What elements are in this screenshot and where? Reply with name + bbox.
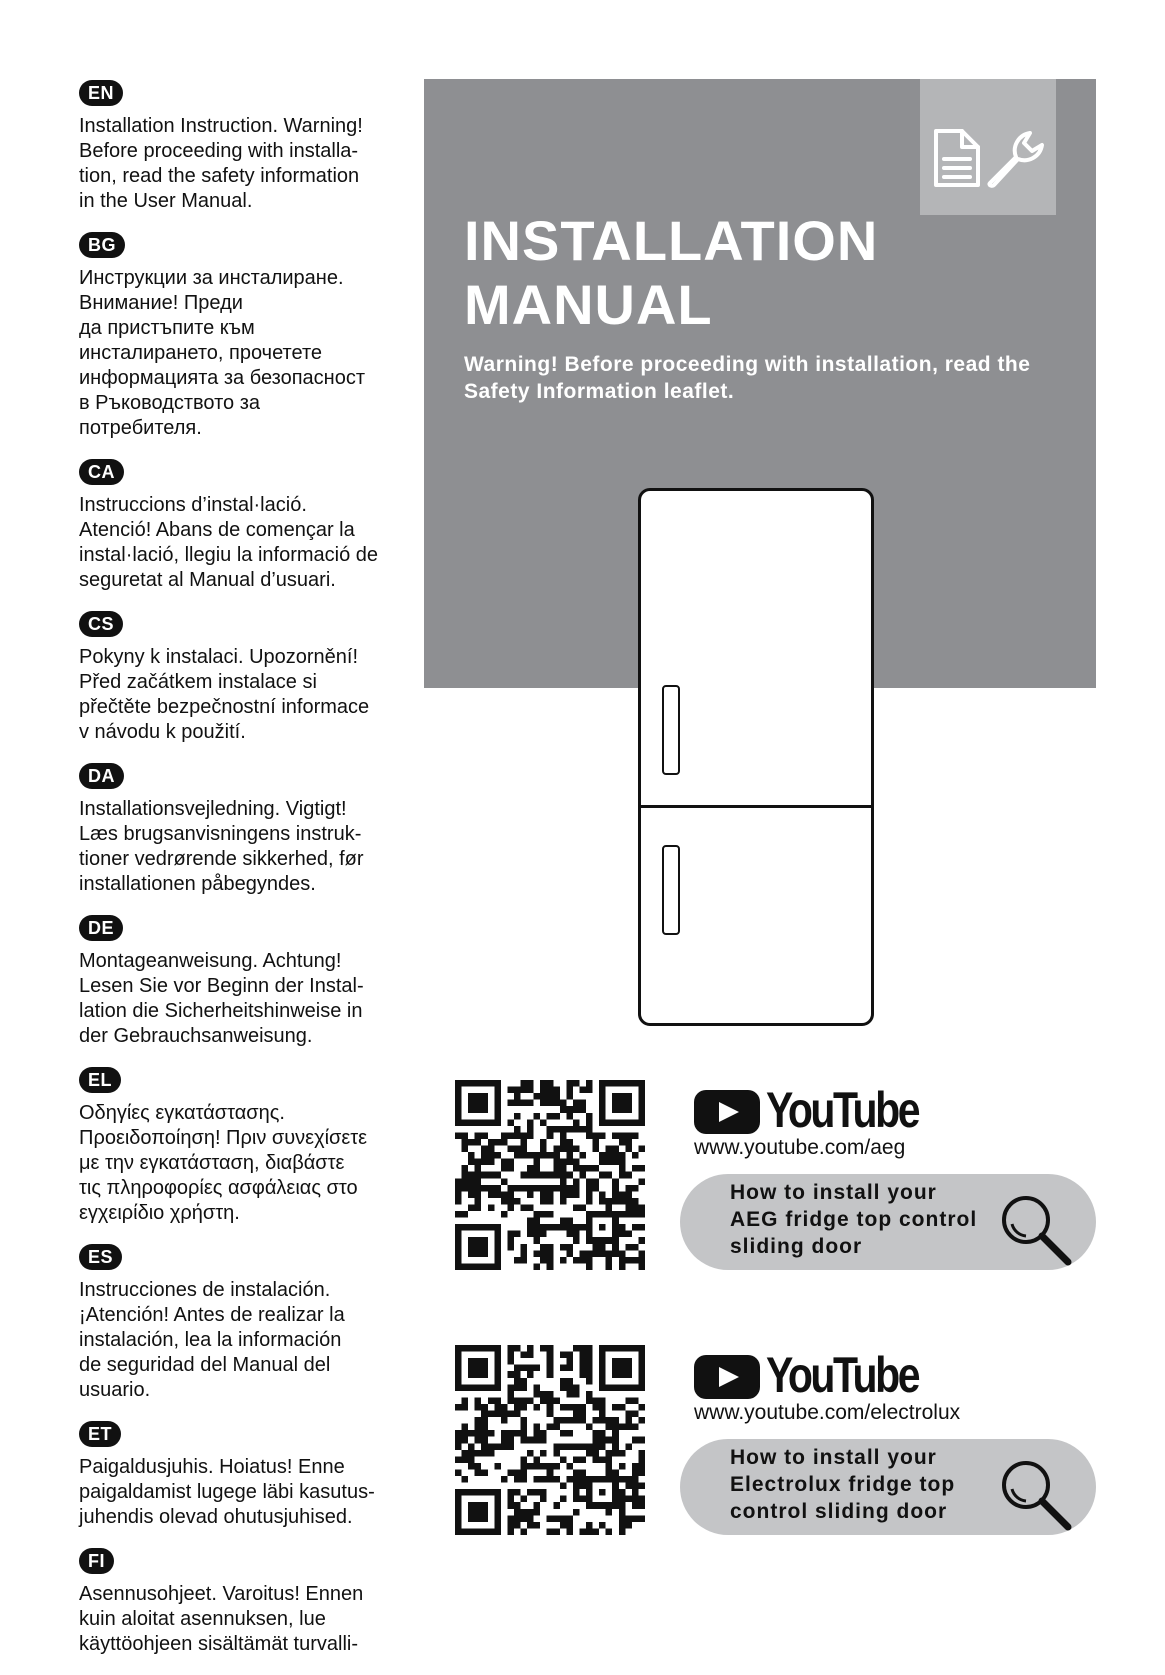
document-wrench-icon bbox=[932, 127, 1048, 189]
qr-code-aeg[interactable] bbox=[455, 1080, 645, 1270]
video-search-pill[interactable] bbox=[680, 1439, 1096, 1535]
lang-block-el bbox=[79, 1067, 409, 1226]
lang-block-de bbox=[79, 915, 409, 1049]
fridge-bottom-handle bbox=[662, 845, 680, 935]
lang-block-bg bbox=[79, 232, 409, 441]
lang-block-es bbox=[79, 1244, 409, 1403]
qr-code-electrolux[interactable] bbox=[455, 1345, 645, 1535]
lang-block-cs bbox=[79, 611, 409, 745]
lang-text: Инструкции за инсталиране. Внимание! Преди да пристъпите към инсталирането, прочетете информацията за безопасност в Ръководството за потребителя. bbox=[79, 267, 365, 439]
fridge-illustration bbox=[638, 488, 874, 1026]
lang-badge: EL bbox=[79, 1067, 121, 1093]
lang-badge: DA bbox=[79, 763, 124, 789]
lang-text: Οδηγίες εγκατάστασης. Προειδοποίηση! Πριν συνεχίσετε με την εγκατάσταση, διαβάστε τις πληροφορίες ασφάλειας στο εγχειρίδιο χρήστη. bbox=[79, 1102, 368, 1224]
lang-badge: ES bbox=[79, 1244, 122, 1270]
video-search-text: How to install your Electrolux fridge top control sliding door bbox=[730, 1446, 956, 1523]
lang-block-da bbox=[79, 763, 409, 897]
lang-text: Paigaldusjuhis. Hoiatus! Enne paigaldamist lugege läbi kasutus- juhendis olevad ohutusjuhised. bbox=[79, 1456, 375, 1528]
lang-badge: ET bbox=[79, 1421, 121, 1447]
language-instructions bbox=[79, 80, 409, 1675]
lang-text: Asennusohjeet. Varoitus! Ennen kuin aloitat asennuksen, lue käyttöohjeen sisältämät turvalli- bbox=[79, 1583, 364, 1655]
manual-warning: Warning! Before proceeding with installation, read the Safety Information leaflet. bbox=[464, 353, 1031, 403]
lang-text: Montageanweisung. Achtung! Lesen Sie vor Beginn der Instal- lation die Sicherheitshinweise in der Gebrauchsanweisung. bbox=[79, 950, 364, 1047]
lang-badge: CS bbox=[79, 611, 123, 637]
youtube-play-icon bbox=[694, 1355, 760, 1399]
video-search-text: How to install your AEG fridge top control sliding door bbox=[730, 1181, 978, 1258]
lang-badge: FI bbox=[79, 1548, 114, 1574]
lang-text: Pokyny k instalaci. Upozornění! Před začátkem instalace si přečtěte bezpečnostní informace v návodu k použití. bbox=[79, 646, 370, 743]
youtube-wordmark: YouTube bbox=[766, 1082, 919, 1138]
lang-text: Instrucciones de instalación. ¡Atención! Antes de realizar la instalación, lea la información de seguridad del Manual del usuario. bbox=[79, 1279, 345, 1401]
lang-badge: BG bbox=[79, 232, 125, 258]
lang-text: Installationsvejledning. Vigtigt! Læs brugsanvisningens instruk- tioner vedrørende sikkerhed, før installationen påbegyndes. bbox=[79, 798, 364, 895]
lang-badge: EN bbox=[79, 80, 123, 106]
lang-block-en bbox=[79, 80, 409, 214]
youtube-play-icon bbox=[694, 1090, 760, 1134]
lang-block-et bbox=[79, 1421, 409, 1530]
icon-box bbox=[920, 79, 1056, 215]
lang-badge: DE bbox=[79, 915, 123, 941]
youtube-url[interactable]: www.youtube.com/electrolux bbox=[694, 1401, 961, 1424]
search-icon bbox=[996, 1190, 1076, 1270]
lang-block-fi bbox=[79, 1548, 409, 1657]
youtube-url[interactable]: www.youtube.com/aeg bbox=[694, 1136, 906, 1159]
youtube-wordmark: YouTube bbox=[766, 1347, 919, 1403]
fridge-top-handle bbox=[662, 685, 680, 775]
fridge-door-divider bbox=[641, 805, 871, 808]
lang-text: Installation Instruction. Warning! Before proceeding with installa- tion, read the safety information in the User Manual. bbox=[79, 115, 363, 212]
lang-block-ca bbox=[79, 459, 409, 593]
manual-title: INSTALLATION MANUAL bbox=[464, 209, 879, 336]
lang-text: Instruccions d’instal·lació. Atenció! Abans de començar la instal·lació, llegiu la informació de seguretat al Manual d’usuari. bbox=[79, 494, 379, 591]
wrench-icon bbox=[989, 133, 1042, 186]
search-icon bbox=[996, 1455, 1076, 1535]
video-search-pill[interactable] bbox=[680, 1174, 1096, 1270]
lang-badge: CA bbox=[79, 459, 124, 485]
